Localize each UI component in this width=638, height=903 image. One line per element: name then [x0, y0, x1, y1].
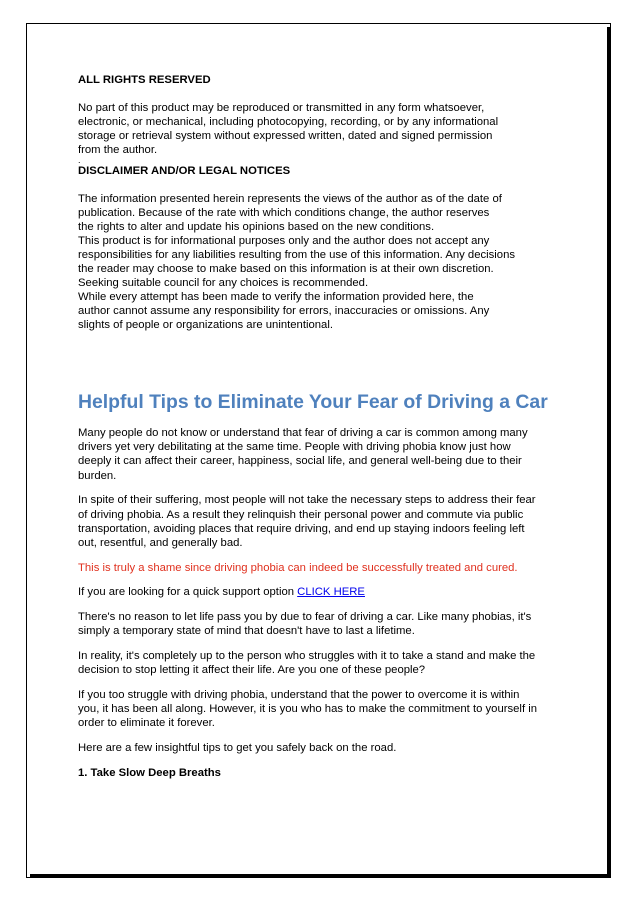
article-body — [78, 426, 570, 790]
highlight-paragraph: This is truly a shame since driving phobia can indeed be successfully treated and cured. — [78, 561, 518, 574]
article-paragraph-8: Here are a few insightful tips to get you safely back on the road. — [78, 741, 397, 754]
separator-dot: . — [78, 155, 81, 165]
step-1-heading: 1. Take Slow Deep Breaths — [78, 766, 221, 779]
legal-section — [78, 73, 573, 332]
click-here-link[interactable]: CLICK HERE — [297, 586, 365, 599]
support-paragraph — [78, 585, 570, 599]
article-paragraph-5: There's no reason to let life pass you by due to fear of driving a car. Like many phobias, it's simply a temporary state of mind that doesn't have to last a lifetime. — [78, 611, 532, 638]
disclaimer-text: The information presented herein represents the views of the author as of the date of publication. Because of the rate with which conditions change, the author reserves the rights to alter and update his opinions based on the new conditions. This product is for informational purposes only and the author does not accept any responsibilities for any liabilities resulting from the use of this information. Any decisions the reader may choose to make based on this information is at their own discretion. Seeking suitable council for any choices is recommended. While every attempt has been made to verify the information provided here, the author cannot assume any responsibility for errors, inaccuracies or omissions. Any slights of people or organizations are unintentional. — [78, 193, 516, 331]
article-paragraph-2: In spite of their suffering, most people will not take the necessary steps to address their fear of driving phobia. As a result they relinquish their personal power and commute via public transportation, avoiding places that require driving, and end up staying indoors feeling left out, resentful, and generally bad. — [78, 494, 536, 549]
support-text: If you are looking for a quick support option — [78, 586, 298, 599]
rights-heading: ALL RIGHTS RESERVED — [78, 74, 211, 86]
rights-text: No part of this product may be reproduced or transmitted in any form whatsoever, electronic, or mechanical, including photocopying, recording, or by any informational storage or retrieval system without expressed written, dated and signed permission from the author. — [78, 102, 499, 156]
article-paragraph-6: In reality, it's completely up to the person who struggles with it to take a stand and make the decision to stop letting it affect their life. Are you one of these people? — [78, 649, 536, 677]
article-paragraph-7: If you too struggle with driving phobia, understand that the power to overcome it is within you, it has been all along. However, it is you who has to make the commitment to yourself in order to eliminate it forever. — [78, 688, 538, 730]
article-paragraph-1: Many people do not know or understand that fear of driving a car is common among many drivers yet very debilitating at the same time. People with driving phobia know just how deeply it can affect their career, happiness, social life, and general well-being due to their burden. — [78, 427, 528, 482]
disclaimer-heading: DISCLAIMER AND/OR LEGAL NOTICES — [78, 165, 291, 177]
article-title: Helpful Tips to Eliminate Your Fear of Driving a Car — [78, 391, 548, 413]
